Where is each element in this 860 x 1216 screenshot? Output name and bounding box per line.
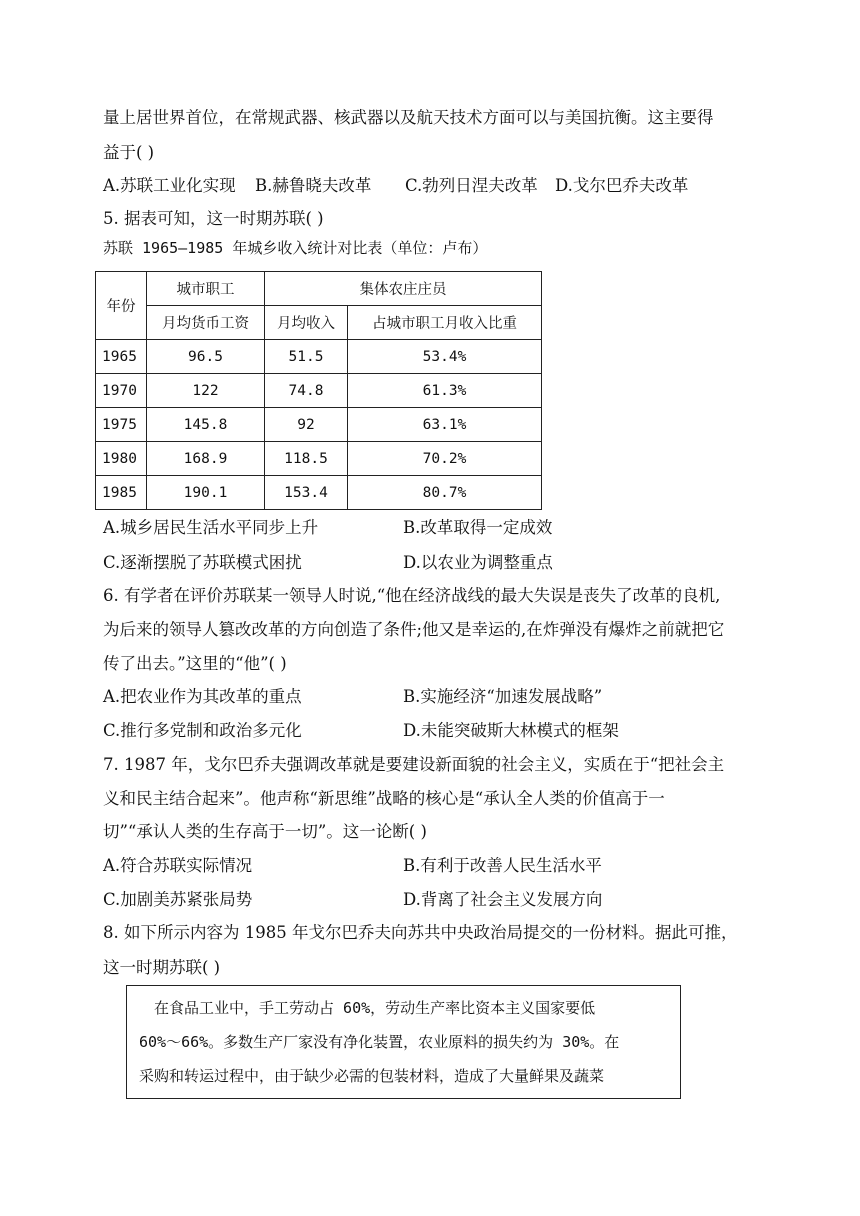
q6-option-c: C.推行多党制和政治多元化 [103,721,302,740]
ratio-cell: 61.3% [348,374,542,408]
q8-stem-line2: 这一时期苏联( ) [103,958,221,977]
income-cell: 74.8 [265,374,348,408]
q6-stem-line1: 6. 有学者在评价苏联某一领导人时说,“他在经济战线的最大失误是丧失了改革的良机, [103,586,721,605]
col-header-wage: 月均货币工资 [147,306,265,340]
income-cell: 153.4 [265,476,348,510]
income-cell: 51.5 [265,340,348,374]
year-cell: 1965 [96,340,147,374]
ratio-cell: 63.1% [348,408,542,442]
income-cell: 118.5 [265,442,348,476]
q7-option-b: B.有利于改善人民生活水平 [403,856,602,875]
q6-stem-line3: 传了出去。”这里的“他”( ) [103,654,287,673]
q6-option-b: B.实施经济“加速发展战略” [403,687,603,706]
col-header-ratio: 占城市职工月收入比重 [348,306,542,340]
q4-option-d: D.戈尔巴乔夫改革 [555,176,689,195]
table-row [96,408,542,442]
year-header: 年份 [96,272,147,340]
q4-stem-line2: 益于( ) [103,143,155,162]
material-line: 采购和转运过程中，由于缺少必需的包装材料，造成了大量鲜果及蔬菜 [139,1067,605,1085]
q7-option-a: A.符合苏联实际情况 [103,856,253,875]
material-line: 60%～66%。多数生产厂家没有净化装置，农业原料的损失约为 30%。在 [139,1033,620,1051]
q7-option-c: C.加剧美苏紧张局势 [103,890,253,909]
year-cell: 1985 [96,476,147,510]
q7-stem-line2: 义和民主结合起来”。他声称“新思维”战略的核心是“承认全人类的价值高于一 [103,789,665,808]
q4-option-a: A.苏联工业化实现 [103,176,236,195]
year-cell: 1980 [96,442,147,476]
group-header-city: 城市职工 [147,272,265,306]
q6-option-d: D.未能突破斯大林模式的框架 [403,721,619,740]
q4-option-c: C.勃列日涅夫改革 [405,176,538,195]
q8-stem-line1: 8. 如下所示内容为 1985 年戈尔巴乔夫向苏共中央政治局提交的一份材料。据此可推， [103,923,738,942]
income-table [95,271,542,510]
table-row [96,340,542,374]
q7-stem-line3: 切”“承认人类的生存高于一切”。这一论断( ) [103,822,427,841]
q4-options [103,172,688,196]
q6-stem-line2: 为后来的领导人篡改改革的方向创造了条件;他又是幸运的,在炸弹没有爆炸之前就把它 [103,620,725,639]
q5-option-c: C.逐渐摆脱了苏联模式困扰 [103,553,302,572]
income-cell: 92 [265,408,348,442]
q7-option-d: D.背离了社会主义发展方向 [403,890,603,909]
table-row [96,476,542,510]
table-row [96,442,542,476]
q5-stem: 5. 据表可知，这一时期苏联( ) [103,209,324,228]
table-caption: 苏联 1965—1985 年城乡收入统计对比表（单位：卢布） [103,239,488,257]
table-row [96,374,542,408]
wage-cell: 96.5 [147,340,265,374]
q5-option-a: A.城乡居民生活水平同步上升 [103,518,319,537]
q4-option-b: B.赫鲁晓夫改革 [255,176,372,195]
col-header-income: 月均收入 [265,306,348,340]
year-cell: 1970 [96,374,147,408]
q4-stem-line1: 量上居世界首位，在常规武器、核武器以及航天技术方面可以与美国抗衡。这主要得 [103,108,714,127]
wage-cell: 190.1 [147,476,265,510]
ratio-cell: 70.2% [348,442,542,476]
ratio-cell: 80.7% [348,476,542,510]
ratio-cell: 53.4% [348,340,542,374]
material-line: 在食品工业中，手工劳动占 60%，劳动生产率比资本主义国家要低 [139,999,596,1017]
wage-cell: 145.8 [147,408,265,442]
q5-option-d: D.以农业为调整重点 [403,553,553,572]
q5-option-b: B.改革取得一定成效 [403,518,553,537]
year-cell: 1975 [96,408,147,442]
q6-option-a: A.把农业作为其改革的重点 [103,687,302,706]
wage-cell: 168.9 [147,442,265,476]
wage-cell: 122 [147,374,265,408]
group-header-farm: 集体农庄庄员 [265,272,542,306]
material-box [126,985,681,1099]
q7-stem-line1: 7. 1987 年，戈尔巴乔夫强调改革就是要建设新面貌的社会主义，实质在于“把社会主 [103,755,725,774]
